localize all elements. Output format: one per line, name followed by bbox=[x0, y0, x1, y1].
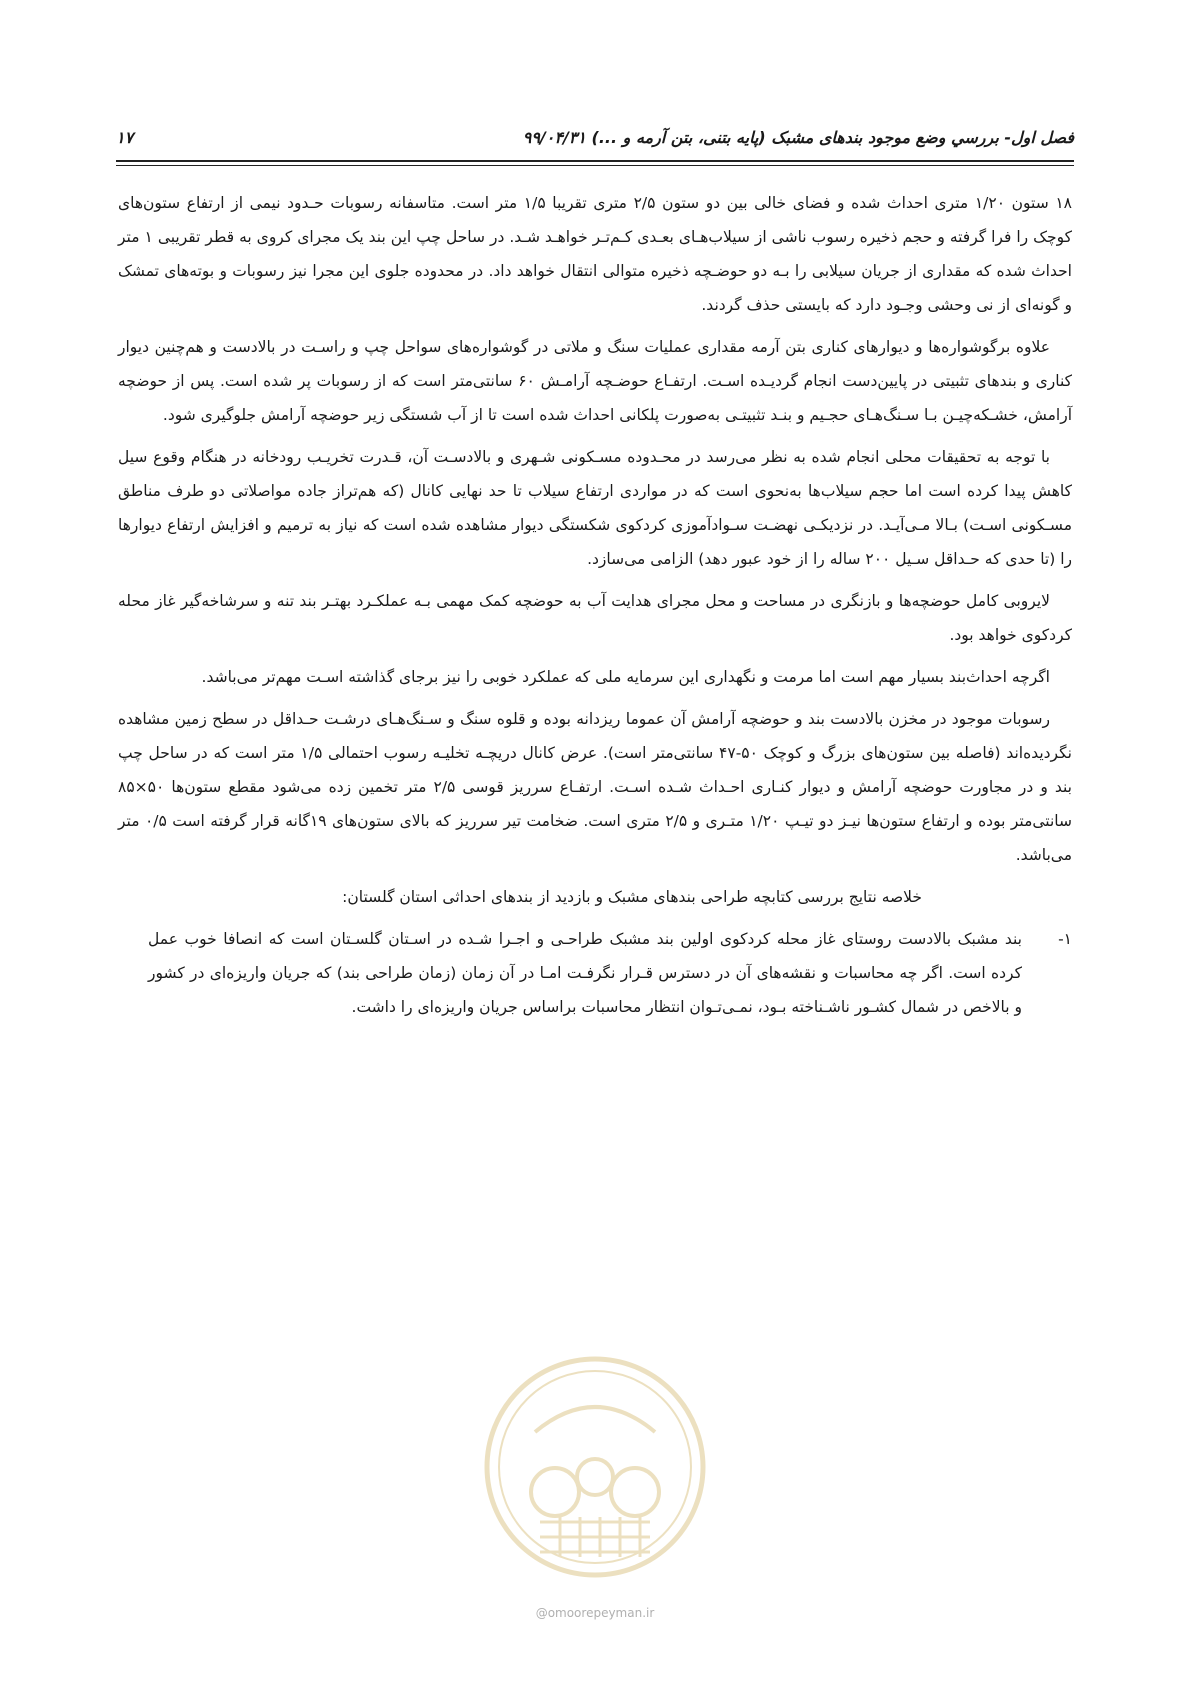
header-rule-thin bbox=[116, 165, 1074, 166]
page-number: ۱۷ bbox=[116, 128, 134, 147]
chapter-title: فصل اول- بررسي وضع موجود بندهای مشبک (پايه بتنی، بتن آرمه و ...) ۹۹/۰۴/۳۱ bbox=[522, 128, 1074, 147]
paragraph: اگرچه احداث‌بند بسیار مهم است اما مرمت و نگهداری این سرمایه ملی که عملکرد خوبی را نیز برجای گذاشته اسـت مهم‌تر می‌باشد. bbox=[201, 668, 1050, 686]
header-rule-thick bbox=[116, 160, 1074, 162]
paragraph: با توجه به تحقیقات محلی انجام شده به نظر می‌رسد در محـدوده مسـکونی شـهری و بالادسـت آن، قـدرت تخریـب رودخانه در هنگام وقوع سیل کاهش پیدا کرده است اما حجم سیلاب‌ها به‌نحوی است که در مواردی ارتفاع سیلاب تا حد نهایی کانال (که هم‌تراز جاده مواصلاتی دو طرف مناطق مسـکونی اسـت) بـالا مـی‌آیـد. در نزدیکـی نهضـت سـوادآموزی کردکوی شکستگی دیوار مشاهده شده است که نیاز به ترمیم و افزایش ارتفاع دیوارها را (تا حدی که حـداقل سـیل ۲۰۰ ساله را از خود عبور دهد) الزامی می‌سازد. bbox=[118, 448, 1072, 568]
summary-intro: خلاصه نتایج بررسی کتابچه طراحی بندهای مشبک و بازدید از بندهای احداثی استان گلستان: bbox=[342, 888, 922, 906]
watermark-seal-icon bbox=[480, 1352, 710, 1582]
paragraph: رسوبات موجود در مخزن بالادست بند و حوضچه آرامش آن عموما ریزدانه بوده و قلوه سنگ و سـنگ‌هـای درشـت حـداقل در سطح زمین مشاهده نگردیده‌اند (فاصله بین ستون‌های بزرگ و کوچک ۵۰-۴۷ سانتی‌متر است). عرض کانال دریچـه تخلیـه رسوب احتمالی ۱/۵ متر است که در ساحل چپ بند و در مجاورت حوضچه آرامش و دیوار کنـاری احـداث شـده اسـت. ارتفـاع سرریز قوسی ۲/۵ متر تخمین زده می‌شود مقطع ستون‌ها ۵۰×۸۵ سانتی‌متر بوده و ارتفاع ستون‌ها نیـز دو تیـپ ۱/۲۰ متـری و ۲/۵ متری است. ضخامت تیر سرریز که بالای ستون‌های ۱۹گانه قرار گرفته است ۰/۵ متر می‌باشد. bbox=[118, 710, 1073, 864]
page-header bbox=[116, 128, 1074, 147]
list-item bbox=[118, 922, 1072, 1024]
list-item-number: ۱- bbox=[1058, 930, 1072, 948]
paragraph: لایروبی کامل حوضچه‌ها و بازنگری در مساحت و محل مجرای هدایت آب به حوضچه کمک مهمی بـه عملکـرد بهتـر بند تنه و سرشاخه‌گیر غاز محله کردکوی خواهد بود. bbox=[118, 592, 1072, 644]
paragraph: علاوه برگوشواره‌ها و دیوارهای کناری بتن آرمه مقداری عملیات سنگ و ملاتی در گوشواره‌های سواحل چپ و راسـت در بالادست و هم‌چنین دیوار کناری و بندهای تثبیتی در پایین‌دست انجام گردیـده اسـت. ارتفـاع حوضـچه آرامـش ۶۰ سانتی‌متر است که از رسوبات پر شده است. پس از حوضچه آرامش، خشـکه‌چیـن بـا سـنگ‌هـای حجـیم و بنـد تثبیتـی به‌صورت پلکانی احداث شده است تا از آب شستگی زیر حوضچه آرامش جلوگیری شود. bbox=[118, 338, 1072, 424]
page-body bbox=[118, 186, 1072, 1024]
watermark-site: @omoorepeyman.ir bbox=[535, 1606, 655, 1620]
paragraph: ۱۸ ستون ۱/۲۰ متری احداث شده و فضای خالی بین دو ستون ۲/۵ متری تقریبا ۱/۵ متر است. متاسفانه رسوبات حـدود نیمی از ارتفاع ستون‌های کوچک را فرا گرفته و حجم ذخیره رسوب ناشی از سیلاب‌هـای بعـدی کـم‌تـر خواهـد شـد. در ساحل چپ این بند یک مجرای کروی به قطر تقریبی ۱ متر احداث شده که مقداری از جریان سیلابی را بـه دو حوضـچه ذخیره متوالی انتقال خواهد داد. در محدوده جلوی این مجرا نیز رسوبات و بوته‌های تمشک و گونه‌ای از نی وحشی وجـود دارد که بایستی حذف گردند. bbox=[118, 194, 1072, 314]
list-item-text: بند مشبک بالادست روستای غاز محله کردکوی اولین بند مشبک طراحـی و اجـرا شـده در اسـتان گلسـتان است که انصافا خوب عمل کرده است. اگر چه محاسبات و نقشه‌های آن در دسترس قـرار نگرفـت امـا در آن زمان (زمان طراحی بند) که جریان واریزه‌ای در کشور و بالاخص در شمال کشـور ناشـناخته بـود، نمـی‌تـوان انتظار محاسبات براساس جریان واریزه‌ای را داشت. bbox=[148, 930, 1022, 1016]
